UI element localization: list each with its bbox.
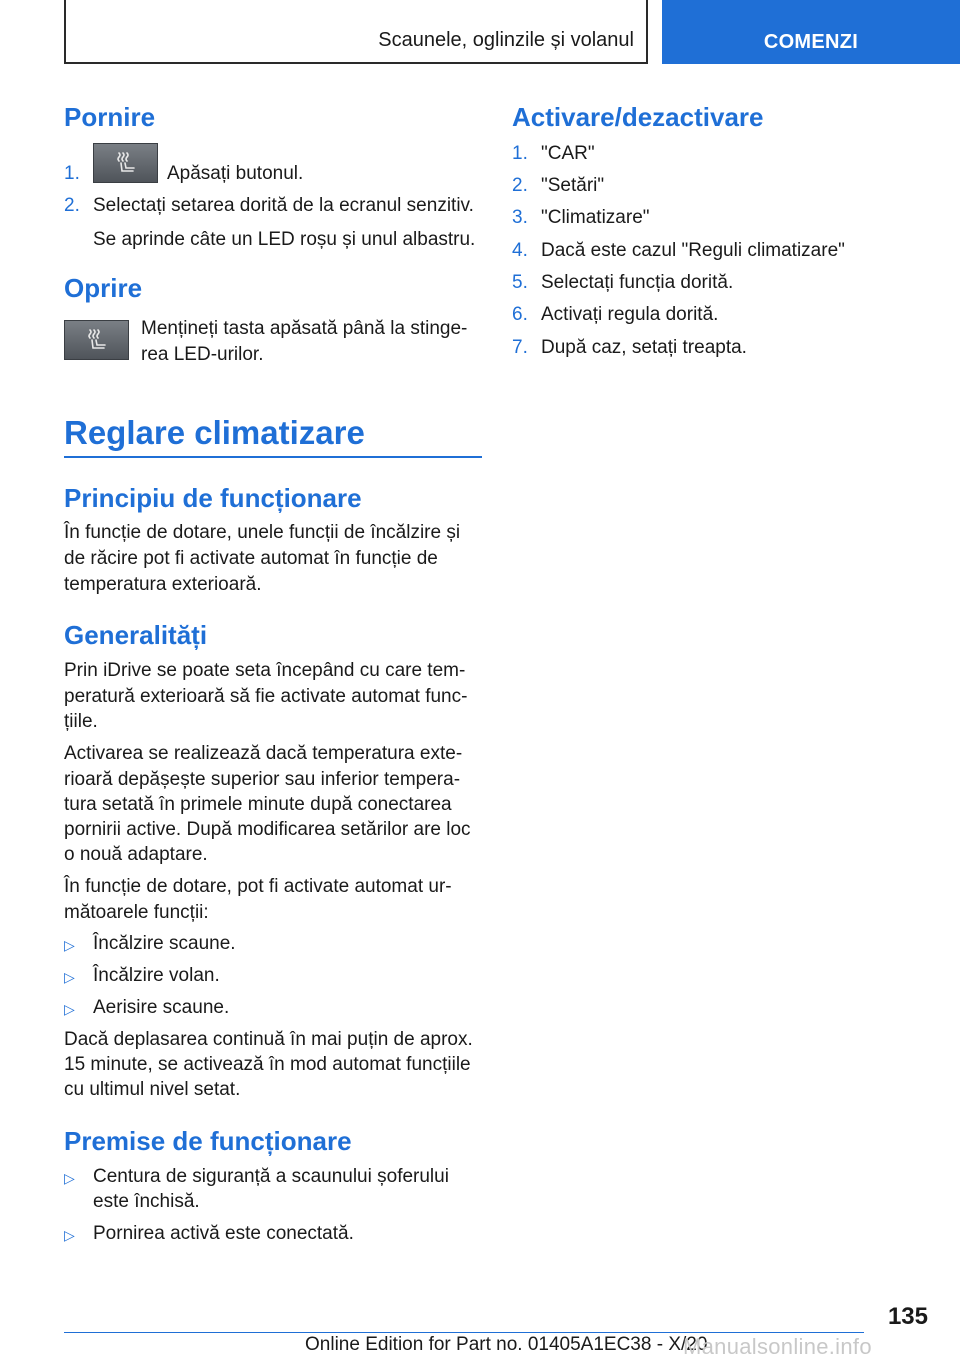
- principiu-line-1: În funcție de dotare, unele funcții de încălzire și: [64, 522, 461, 543]
- generalitati-p4-line-2: 15 minute, se activează în mod automat funcțiile: [64, 1054, 471, 1075]
- generalitati-p4-line-3: cu ultimul nivel setat.: [64, 1079, 241, 1100]
- seat-ventilation-icon: [64, 320, 129, 360]
- activare-step: [512, 335, 747, 360]
- step-number: 4.: [512, 240, 528, 261]
- heading-generalitati: Generalități: [64, 620, 208, 650]
- generalitati-p1-line-3: țiile.: [64, 711, 98, 732]
- watermark: Manualsonline.info: [683, 1334, 872, 1359]
- pornire-step-1: [64, 161, 93, 186]
- step-number: 1.: [64, 163, 80, 184]
- step-text: După caz, setați treapta.: [541, 337, 747, 358]
- generalitati-p2-line-2: rioară depășește superior sau inferior tempera-: [64, 769, 461, 790]
- bullet-triangle-icon: ▷: [64, 1170, 75, 1186]
- heading-pornire: Pornire: [64, 102, 156, 132]
- step-number: 2.: [64, 195, 80, 216]
- oprire-text-line-2: rea LED-urilor.: [141, 344, 264, 365]
- step-text: "Climatizare": [541, 207, 650, 228]
- section-title: Scaunele, oglinzile și volanul: [378, 29, 634, 51]
- heading-oprire: Oprire: [64, 273, 143, 303]
- heading-principiu: Principiu de funcționare: [64, 483, 362, 513]
- pornire-step-2-text: Selectați setarea dorită de la ecranul senzitiv.: [93, 195, 474, 216]
- step-text: "CAR": [541, 143, 595, 164]
- heading-premise: Premise de funcționare: [64, 1126, 352, 1156]
- chapter-title: COMENZI: [763, 31, 859, 53]
- principiu-line-3: temperatura exterioară.: [64, 574, 262, 595]
- bullet-triangle-icon: ▷: [64, 1227, 75, 1243]
- edition-text: Online Edition for Part no. 01405A1EC38 - X/20: [305, 1334, 708, 1355]
- activare-step: [512, 141, 595, 166]
- generalitati-p1-line-1: Prin iDrive se poate seta începând cu care tem-: [64, 660, 466, 681]
- step-number: 2.: [512, 175, 528, 196]
- pornire-step-2: [64, 193, 474, 218]
- generalitati-p2-line-1: Activarea se realizează dacă temperatura exte-: [64, 743, 463, 764]
- step-text: Activați regula dorită.: [541, 304, 719, 325]
- generalitati-p1-line-2: peratură exterioară să fie activate automat func-: [64, 686, 468, 707]
- bullet-text: Încălzire volan.: [93, 965, 220, 986]
- bullet-text: Încălzire scaune.: [93, 933, 236, 954]
- chapter-tab[interactable]: [662, 0, 960, 64]
- generalitati-p2-line-4: pornirii active. După modificarea setărilor are loc: [64, 819, 471, 840]
- step-number: 3.: [512, 207, 528, 228]
- generalitati-p3-line-2: mătoarele funcții:: [64, 902, 209, 923]
- page-number: 135: [887, 1303, 928, 1330]
- activare-step: [512, 238, 845, 263]
- bullet-text: Centura de siguranță a scaunului șoferului: [93, 1166, 449, 1187]
- step-number: 1.: [512, 143, 528, 164]
- activare-step: [512, 205, 650, 230]
- step-text: "Setări": [541, 175, 605, 196]
- step-number: 6.: [512, 304, 528, 325]
- pornire-step-2-note: Se aprinde câte un LED roșu și unul albastru.: [93, 229, 476, 250]
- oprire-text-line-1: Mențineți tasta apăsată până la stinge-: [141, 318, 468, 339]
- heading-reglare-climatizare: Reglare climatizare: [64, 414, 365, 451]
- generalitati-p2-line-5: o nouă adaptare.: [64, 844, 208, 865]
- step-number: 5.: [512, 272, 528, 293]
- seat-ventilation-icon: [93, 143, 158, 183]
- generalitati-p2-line-3: tura setată în primele minute după conectarea: [64, 794, 452, 815]
- pornire-step-1-text: Apăsați butonul.: [167, 163, 304, 184]
- principiu-line-2: de răcire pot fi activate automat în funcție de: [64, 548, 438, 569]
- step-text: Selectați funcția dorită.: [541, 272, 734, 293]
- heading-underline: [64, 456, 482, 458]
- bullet-text: Pornirea activă este conectată.: [93, 1223, 354, 1244]
- section-header: [64, 0, 648, 64]
- generalitati-p3-line-1: În funcție de dotare, pot fi activate automat ur-: [64, 876, 452, 897]
- step-text: Dacă este cazul "Reguli climatizare": [541, 240, 845, 261]
- heading-activare: Activare/dezactivare: [512, 102, 764, 132]
- activare-step: [512, 173, 604, 198]
- activare-step: [512, 270, 733, 295]
- footer-divider: [64, 1332, 864, 1333]
- bullet-text: Aerisire scaune.: [93, 997, 230, 1018]
- activare-step: [512, 302, 718, 327]
- bullet-triangle-icon: ▷: [64, 1001, 75, 1017]
- bullet-triangle-icon: ▷: [64, 969, 75, 985]
- bullet-text-continuation: este închisă.: [93, 1191, 200, 1212]
- bullet-triangle-icon: ▷: [64, 937, 75, 953]
- generalitati-p4-line-1: Dacă deplasarea continuă în mai puțin de aprox.: [64, 1029, 473, 1050]
- step-number: 7.: [512, 337, 528, 358]
